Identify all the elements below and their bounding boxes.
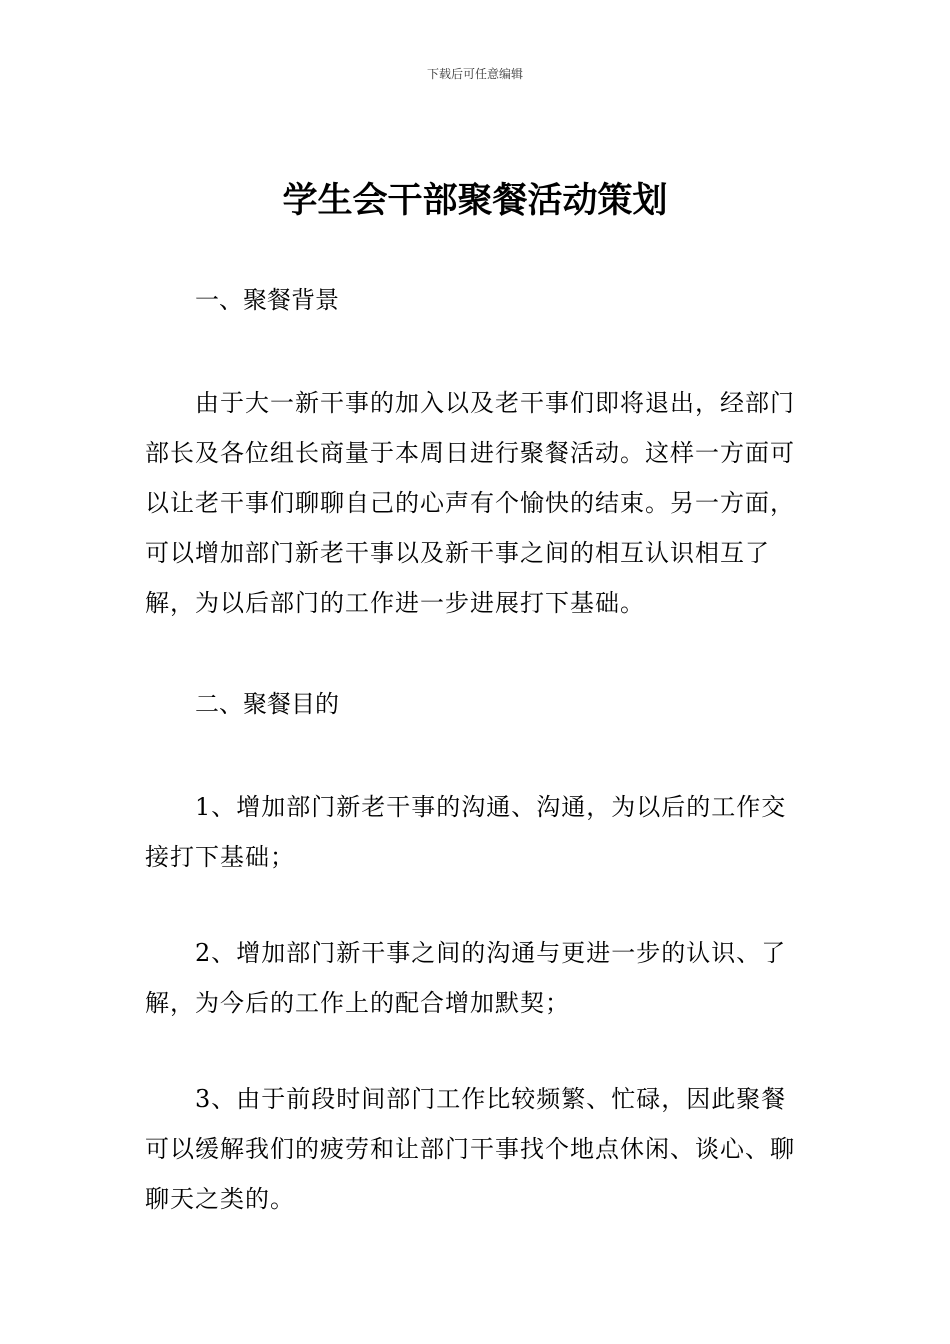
document-title: 学生会干部聚餐活动策划 [282, 181, 668, 221]
section-heading-purpose: 二、聚餐目的 [195, 690, 339, 718]
purpose-item-1: 1、增加部门新老干事的沟通、沟通，为以后的工作交接打下基础； [145, 793, 787, 871]
paragraph-background: 由于大一新干事的加入以及老干事们即将退出，经部门部长及各位组长商量于本周日进行聚餐活动。这样一方面可以让老干事们聊聊自己的心声有个愉快的结束。另一方面，可以增加部门新老干事以及新干事之间的相互认识相互了解，为以后部门的工作进一步进展打下基础。 [145, 389, 795, 617]
page-header-note: 下载后可任意编辑 [426, 67, 523, 81]
purpose-item-3: 3、由于前段时间部门工作比较频繁、忙碌，因此聚餐可以缓解我们的疲劳和让部门干事找个地点休闲、谈心、聊聊天之类的。 [145, 1085, 795, 1213]
purpose-item-2: 2、增加部门新干事之间的沟通与更进一步的认识、了解，为今后的工作上的配合增加默契； [145, 939, 787, 1017]
section-heading-background: 一、聚餐背景 [195, 286, 339, 314]
document-body [145, 278, 810, 1224]
